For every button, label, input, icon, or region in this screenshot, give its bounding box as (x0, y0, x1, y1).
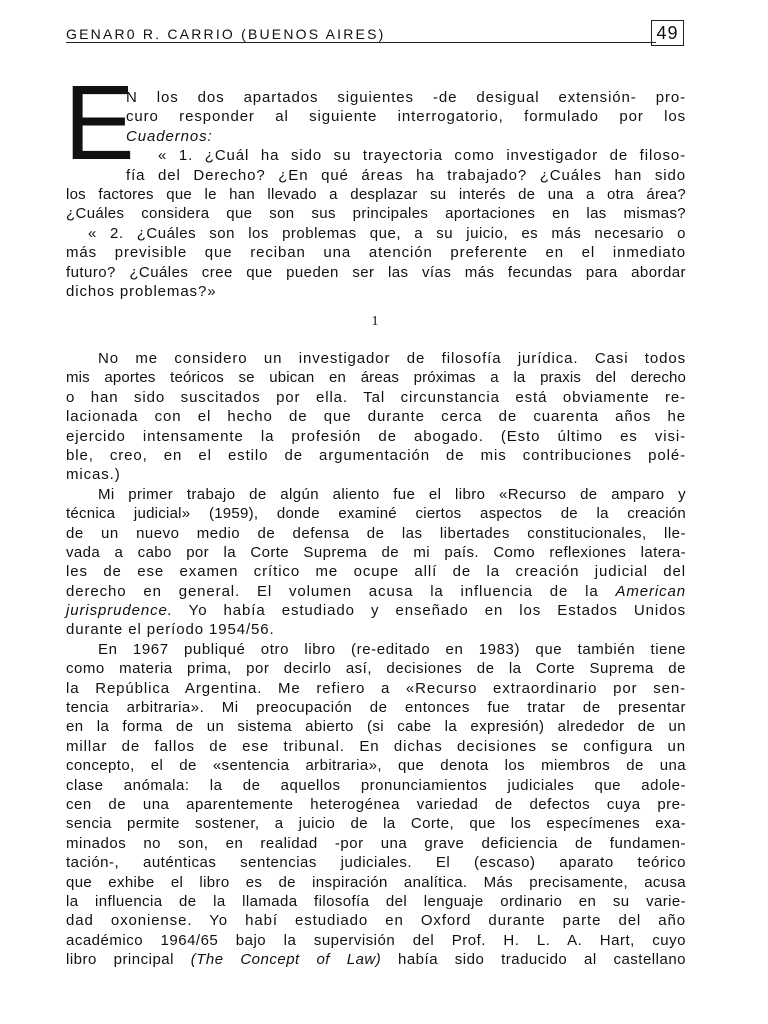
body-line: mis aportes teóricos se ubican en áreas próximas a la praxis del derecho (66, 369, 686, 387)
body-line: sencia permite sostener, a juicio de la Corte, que los especímenes exa- (66, 815, 686, 833)
drop-cap: E (64, 64, 135, 182)
body-line: clase anómala: la de aquellos pronunciamientos judiciales que adole- (66, 776, 686, 794)
body-line: les de ese examen crítico me ocupe allí de la creación judicial del (66, 563, 686, 581)
body-line: En 1967 publiqué otro libro (re-editado en 1983) que también tiene (98, 640, 686, 658)
body-line: la República Argentina. Me refiero a «Recurso extraordinario por sen- (66, 679, 686, 697)
intro-line: más previsible que reciban una atención preferente en el inmediato (66, 244, 686, 262)
intro-line: futuro? ¿Cuáles cree que pueden ser las vías más fecundas para abordar (66, 263, 686, 281)
body-line: vada a cabo por la Corte Suprema de mi país. Como reflexiones latera- (66, 543, 686, 561)
body-line: o han sido suscitados por ella. Tal circunstancia está obviamente re- (66, 388, 686, 406)
body-block (66, 349, 686, 970)
intro-line: dichos problemas?» (66, 282, 217, 300)
body-line: jurisprudence. Yo había estudiado y enseñado en los Estados Unidos (66, 602, 686, 620)
body-line: tencia arbitraria». Mi preocupación de entonces fue tratar de presentar (66, 699, 686, 717)
intro-line: ¿Cuáles considera que son sus principales aportaciones en las mismas? (66, 205, 686, 223)
body-line: No me considero un investigador de filosofía jurídica. Casi todos (98, 350, 686, 367)
body-line: libro principal (The Concept of Law) había sido traducido al castellano (66, 951, 686, 969)
running-header (66, 20, 684, 44)
body-line: micas.) (66, 466, 121, 484)
body-line: técnica judicial» (1959), donde examiné ciertos aspectos de la creación (66, 505, 686, 523)
body-line: Mi primer trabajo de algún aliento fue el libro «Recurso de amparo y (98, 485, 686, 503)
body-line: lacionada con el hecho de que durante cerca de cuarenta años he (66, 408, 686, 426)
body-line: minados no son, en realidad -por una grave deficiencia de fundamen- (66, 834, 686, 852)
header-rule (66, 42, 656, 43)
body-line: ble, creo, en el estilo de argumentación de mis contribuciones polé- (66, 446, 686, 464)
body-line: derecho en general. El volumen acusa la influencia de la American (66, 582, 686, 600)
body-line: en la forma de un sistema abierto (si cabe la expresión) alrededor de un (66, 718, 686, 736)
body-line: dad oxoniense. Yo habí estudiado en Oxford durante parte del año (66, 912, 686, 930)
intro-block (66, 88, 686, 301)
section-number: 1 (371, 314, 379, 329)
body-line: la influencia de la llamada filosofía del lenguaje ordinario en su varie- (66, 892, 686, 910)
page-number: 49 (651, 20, 684, 46)
body-line: que exhibe el libro es de inspiración analítica. Más precisamente, acusa (66, 873, 686, 891)
intro-line: Cuadernos: (126, 127, 213, 145)
body-line: tación-, auténticas sentencias judiciales. El (escaso) aparato teórico (66, 854, 686, 872)
intro-line: fía del Derecho? ¿En qué áreas ha trabajado? ¿Cuáles han sido (126, 166, 686, 184)
running-title: GENAR0 R. CARRIO (BUENOS AIRES) (66, 26, 386, 42)
intro-line: curo responder al siguiente interrogatorio, formulado por los (126, 108, 686, 126)
body-line: ejercido intensamente la profesión de abogado. (Esto último es visi- (66, 427, 686, 445)
body-line: cen de una aparentemente heterogénea variedad de defectos cuya pre- (66, 795, 686, 813)
intro-line: « 2. ¿Cuáles son los problemas que, a su juicio, es más necesario o (88, 224, 686, 242)
intro-line: los factores que le han llevado a desplazar su interés de una a otra área? (66, 185, 686, 203)
body-line: como materia prima, por decirlo así, decisiones de la Corte Suprema de (66, 660, 686, 678)
body-line: de un nuevo medio de defensa de las libertades constitucionales, lle- (66, 524, 686, 542)
body-line: durante el período 1954/56. (66, 621, 275, 639)
body-line: académico 1964/65 bajo la supervisión del Prof. H. L. A. Hart, cuyo (66, 931, 686, 949)
body-line: millar de fallos de ese tribunal. En dichas decisiones se configura un (66, 737, 686, 755)
body-line: concepto, el de «sentencia arbitraria», que denota los miembros de una (66, 757, 686, 775)
intro-line: « 1. ¿Cuál ha sido su trayectoria como investigador de filoso- (158, 147, 686, 165)
intro-line: N los dos apartados siguientes -de desigual extensión- pro- (126, 89, 686, 106)
